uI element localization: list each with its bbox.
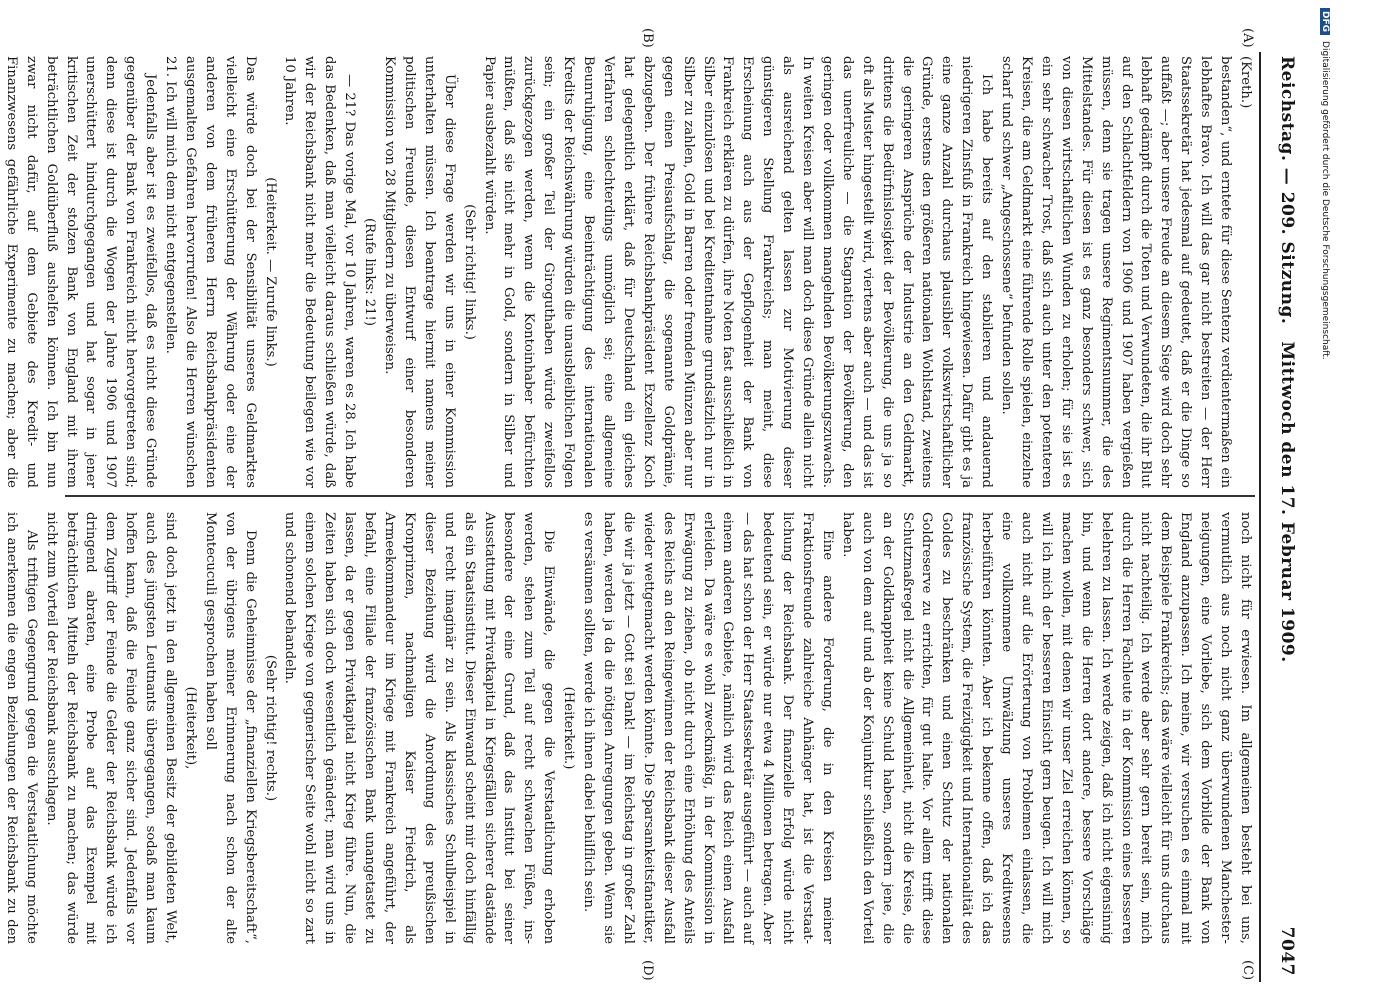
left-column [0,56,1255,488]
paragraph: Als triftigen Gegengrund gegen die Verstaatlichung möchte ich anerkennen die engen Beziehungen der Reichsbank zu den [3,512,39,944]
credit-text: Digitalisierung gefördert durch die Deutsche Forschungsgemeinschaft. [1320,41,1330,360]
header-left: Reichstag. — 209. Sitzung. [1277,56,1297,325]
interjection: (Heiterkeit), [182,686,198,770]
interjection: (Sehr richtig! rechts.) [262,654,278,802]
page-header [1265,22,1305,982]
paragraph: Eine andere Forderung, die in den Kreisen meiner Fraktionsfreunde zahlreiche Anhänger hat, ist die Verstaatlichung der Reichsbank. Der finanzielle Erfolg würde nicht bedeutend sein, er würde nur etwa 4 Millionen betragen. Aber — das hat schon der Herr Staatssekretär ausgeführt — auch auf einem anderen Gebiete, nämlich wird das Reich einen Ausfall erleiden. Da wäre es wohl zweckmäßig, in der Kommission in Erwägung zu ziehen, ob nicht durch eine Erhöhung des Anteils des Reichs an den Reingewinnen der Reichsbank dieser Ausfall wieder wettgemacht werden könnte. Die Sparsamkeitsfanatiker, die wir ja jetzt — Gott sei Dank! — im Reichstag in großer Zahl haben, werden ja da die nötigen Anregungen geben. Wenn sie es versäumen sollten, werde ich ihnen dabei behilflich sein. [581,512,835,944]
paragraph: noch nicht für erwiesen. Im allgemeinen besteht bei uns, vermutlich aus noch nicht ganz überwundenen Manchesterneigungen, eine Vorliebe, sich dem Vorbilde der Bank von England anzupassen. Ich meine, wir versuchen es einmal mit dem Beispiele Frankreichs; das wäre vielleicht für uns durchaus nicht nachteilig. Ich werde aber sehr gern bereit sein, mich durch die Herren Fachleute in der Kommission eines besseren belehren zu lassen. Ich werde zeigen, daß ich nicht eigensinnig bin, und wenn die Herren dort andere, bessere Vorschläge machen wollen, mit denen wir unser Ziel erreichen können, so will ich mich der besseren Einsicht gern beugen. Ich will mich auch nicht auf die Erörterung von Problemen einlassen, die eine vollkommene Umwälzung unseres Kreditwesens herbeiführen könnten. Aber ich bekenne offen, daß ich das französische System, die Freizügigkeit und Internationalität des Goldes zu beschränken und einen Schutz der nationalen Goldreserve zu errichten, für gut halte. Vor allem trifft diese Schutzmaßregel nicht die Allgemeinheit, nicht die Kreise, die an der Goldknappheit keine Schuld haben, sondern jene, die auch von dem auf und ab der Konjunktur schließlich den Vorteil haben. [839,512,1253,944]
header-date: Mittwoch den 17. Februar 1909. [1277,341,1297,663]
paragraph: — 21? Das vorige Mal, vor 10 Jahren, waren es 28. Ich habe das Bedenken, daß man vielleicht daraus schließen würde, daß wir der Reichsbank nicht mehr die Bedeutung beilegen wie vor 10 Jahren. [282,56,358,488]
interjection: (Heiterkeit. — Zurufe links.) [262,177,278,367]
paragraph: sind doch jetzt in den allgemeinen Besitz der gebildeten Welt, auch des jüngsten Leutnants übergegangen, sodaß man kaum hoffen kann, daß die Feinde ganz sicher sind. Jedenfalls vor dem Zugriff der Feinde die Gelder der Reichsbank würde ich dringend abraten, eine Probe auf das Exempel mit beträchtlichen Mitteln der Reichsbank zu machen; das würde nicht zum Vorteil der Reichsbank ausschlagen. [43,512,179,944]
column-divider [65,495,1255,497]
paragraph: Die Einwände, die gegen die Verstaatlichung erhoben werden, stehen zum Teil auf recht schwachen Füßen, insbesondere der eine Grund, daß das Institut bei seiner Ausstattung mit Privatkapital in Kriegsfällen sicherer dastände als ein Staatsinstitut. Dieser Einwand scheint mir doch hinfällig und recht imaginär zu sein. Als klassisches Schulbeispiel in dieser Beziehung wird die Anordnung des preußischen Kronprinzen, nachmaligen Kaiser Friedrich, als Armeekommandeur im Kriege mit Frankreich angeführt, der befahl, eine Filiale der französischen Bank unangetastet zu lassen, da er gegen Privatkapital nicht Krieg führe. Nun, die Zeiten haben sich doch wesentlich geändert; man wird uns in einem solchen Kriege von gegnerischer Seite wohl nicht so zart und schonend behandeln. [282,512,557,944]
paragraph: bestanden“, und erntete für diese Sentenz verdientermaßen ein lebhaftes Bravo. Ich will das gar nicht bestreiten — der Herr Staatssekretär hat jedesmal auf gedeutet, daß er die Dinge so auffaßt —; aber unsere Freude an diesem Siege wird doch sehr lebhaft gedämpft durch die Toten und Verwundeten, die ihr Blut auf den Schlachtfeldern von 1906 und 1907 haben vergießen müssen, denn sie tragen unsere Regimentsnummer, die des Mittelstandes. Für diesen ist es ganz besonders schwer, sich von diesen wirtschaftlichen Wunden zu erholen; für sie ist es ein sehr schwacher Trost, daß sich auch unter den potenteren Kreisen, die am Geldmarkt eine führende Rolle spielen, einzelne scharf und schwer „Angeschossene“ befunden sollen. [999,56,1234,488]
digitization-credit [1310,8,1330,1000]
interjection: (Sehr richtig! links.) [461,204,477,340]
margin-marker-c: (C) [1240,960,1255,981]
page-number: 7047 [1277,926,1297,976]
paragraph: Ich habe bereits auf den stabileren und andauernd niedrigeren Zinsfuß in Frankreich hingewiesen. Dafür gibt es ja eine ganze Anzahl durchaus plausibler volkswirtschaftlicher Gründe, erstens den größeren nationalen Wohlstand, zweitens die geringeren Ansprüche der Industrie an den Geldmarkt, drittens die Bedürfnislosigkeit der Bevölkerung, die uns ja so oft als Muster hingestellt wird, viertens aber auch — und das ist das unerfreuliche — die Stagnation der Bevölkerung, den geringen oder vollkommen mangelnden Bevölkerungszuwachs. In weiten Kreisen aber will man doch diese Gründe allein nicht als ausreichend gelten lassen zur Motivierung dieser günstigeren Stellung Frankreichs; man meint, diese Erscheinung auch aus der Gepflogenheit der Bank von Frankreich erklären zu dürfen, ihre Noten fast ausschließlich in Silber einzulösen und bei Kreditentnahme grundsätzlich nur in Silber zu zahlen, Gold in Barren oder fremden Münzen aber nur gegen einen Preisaufschlag, die sogenannte Goldprämie, abzugeben. Der frühere Reichsbankpräsident Exzellenz Koch hat gelegentlich erklärt, daß für Deutschland ein gleiches Verfahren schlechterdings unmöglich sei; eine allgemeine Beunruhigung, eine Beeinträchtigung des internationalen Kredits der Reichswährung würden die unausbleiblichen Folgen sein; ein großer Teil der Giroguthaben würde zweifellos zurückgezogen werden, wenn die Kontoinhaber befürchten müßten, daß sie nicht mehr in Gold, sondern in Silber und Papier ausbezahlt würden. [481,56,995,488]
right-column [0,512,1255,944]
margin-marker-d: (D) [640,960,655,981]
speaker-name: (Kreth.) [1238,56,1253,109]
interjection: (Rufe links: 21!) [362,218,378,326]
paragraph: Das würde doch bei der Sensibilität unseres Geldmarktes vielleicht eine Erschütterung der Währung oder eine der anderen von dem früheren Herrn Reichsbankpräsidenten ausgemalten Gefahren hervorrufen! Also die Herren wünschen 21. Ich will mich dem nicht entgegenstellen. [163,56,258,488]
newspaper-page [3,22,1305,982]
paragraph: Denn die Geheimnisse der „finanziellen Kriegsbereitschaft“, von der übrigens meiner Erinnerung nach schon der alte Montecuculi gesprochen haben soll [202,512,258,944]
paragraph: Jedenfalls aber ist es zweifellos, daß es nicht diese Gründe gegenüber der Bank von Frankreich nicht hervorgetreten sind; denn diese ist durch die Wogen der Jahre 1906 und 1907 unerschüttert hindurchgegangen und hat sogar in jener kritischen Zeit der stolzen Bank von England mit ihrem beträchtlichen Goldüberfluß aushelfen können. Ich bin nun zwar nicht dafür, auf dem Gebiete des Kredit- und Finanzwesens gefährliche Experimente zu machen; aber die [3,56,159,488]
header-rule [1259,52,1261,982]
dfg-logo: DFG [1320,8,1330,35]
margin-marker-b: (B) [640,28,655,48]
paragraph: Über diese Frage werden wir uns in einer Kommission unterhalten müssen. Ich beantrage hiermit namens meiner politischen Freunde, diesen Entwurf einer besonderen Kommission von 28 Mitgliedern zu überweisen. [382,56,457,488]
margin-marker-a: (A) [1240,28,1255,48]
interjection: (Heiterkeit.) [561,686,577,770]
